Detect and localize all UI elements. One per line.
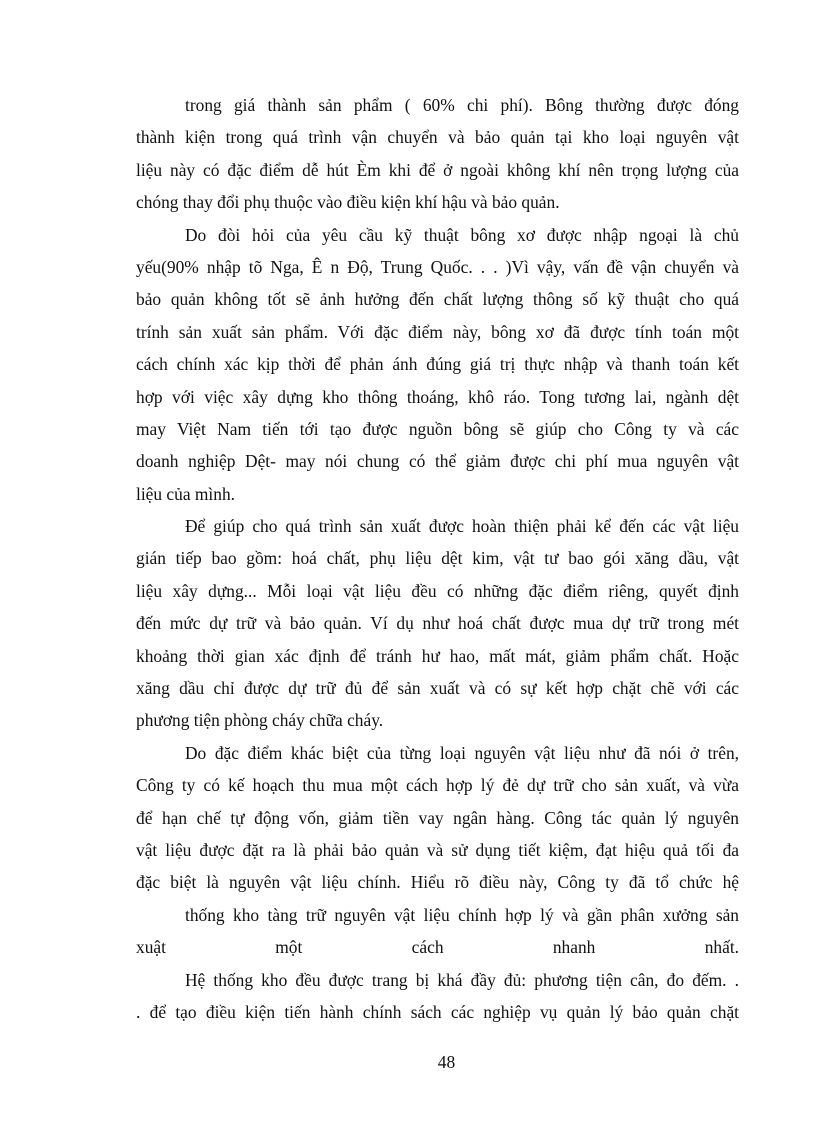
text-line: thống kho tàng trữ nguyên vật liệu chính hợp lý và gần phân xưởng sản xyxy=(185,904,739,925)
text-line: khoảng thời gian xác định để tránh hư hao, mất mát, giảm phẩm chất. Hoặc xyxy=(136,645,739,666)
text-line: vật liệu được đặt ra là phải bảo quản và sử dụng tiết kiệm, đạt hiệu quả tối đa xyxy=(136,839,739,860)
text-line: Để giúp cho quá trình sản xuất được hoàn thiện phải kể đến các vật liệu xyxy=(185,516,739,537)
text-line: đặc biệt là nguyên vật liệu chính. Hiểu rõ điều này, Công ty đã tổ chức hệ xyxy=(136,872,739,893)
text-line: Công ty có kế hoạch thu mua một cách hợp lý đẻ dự trữ cho sản xuất, và vừa xyxy=(136,775,739,796)
text-line: hợp với việc xây dựng kho thông thoáng, khô ráo. Tong tương lai, ngành dệt xyxy=(136,386,739,407)
body-text xyxy=(136,89,739,1028)
text-line: xuật một cách nhanh nhất. xyxy=(136,937,739,958)
text-line: Do đặc điểm khác biệt của từng loại nguyên vật liệu như đã nói ở trên, xyxy=(185,742,739,763)
text-line: phương tiện phòng cháy chữa cháy. xyxy=(136,710,384,731)
text-line: . để tạo điều kiện tiến hành chính sách các nghiệp vụ quản lý bảo quản chặt xyxy=(136,1001,739,1022)
text-line: liệu này có đặc điểm dễ hút Èm khi để ở ngoài không khí nên trọng lượng của xyxy=(136,159,739,180)
text-line: liệu xây dựng... Mỗi loại vật liệu đều có những đặc điểm riêng, quyết định xyxy=(136,580,739,601)
text-line: liệu của mình. xyxy=(136,483,236,504)
text-line: đến mức dự trữ và bảo quản. Ví dụ như hoá chất được mua dự trữ trong mét xyxy=(136,613,739,634)
text-line: bảo quản không tốt sẽ ảnh hưởng đến chất lượng thông số kỹ thuật cho quá xyxy=(136,289,739,310)
text-line: trính sản xuất sản phẩm. Với đặc điểm này, bông xơ đã được tính toán một xyxy=(136,321,739,342)
text-line: Hệ thống kho đều được trang bị khá đầy đủ: phương tiện cân, đo đếm. . xyxy=(185,969,739,990)
text-line: để hạn chế tự động vốn, giảm tiền vay ngân hàng. Công tác quản lý nguyên xyxy=(136,807,739,828)
text-line: doanh nghiệp Dệt- may nói chung có thể giảm được chi phí mua nguyên vật xyxy=(136,451,739,472)
text-line: trong giá thành sản phẩm ( 60% chi phí). Bông thường được đóng xyxy=(185,95,739,115)
text-line: xăng dầu chỉ được dự trữ đủ để sản xuất và có sự kết hợp chặt chẽ với các xyxy=(136,678,739,699)
page-number: 48 xyxy=(437,1052,456,1072)
text-line: Do đòi hỏi của yêu cầu kỹ thuật bông xơ được nhập ngoại là chủ xyxy=(185,224,739,245)
text-line: cách chính xác kịp thời để phản ánh đúng giá trị thực nhập và thanh toán kết xyxy=(136,354,739,375)
text-line: gián tiếp bao gồm: hoá chất, phụ liệu dệt kim, vật tư bao gói xăng dầu, vật xyxy=(136,548,739,569)
text-line: yếu(90% nhập tõ Nga, Ê n Độ, Trung Quốc. . . )Vì vậy, vấn đề vận chuyển và xyxy=(136,256,739,277)
text-line: may Việt Nam tiến tới tạo được nguồn bông sẽ giúp cho Công ty và các xyxy=(136,418,739,439)
text-line: chóng thay đổi phụ thuộc vào điều kiện khí hậu và bảo quản. xyxy=(136,192,560,213)
text-line: thành kiện trong quá trình vận chuyển và bảo quản tại kho loại nguyên vật xyxy=(136,127,739,148)
